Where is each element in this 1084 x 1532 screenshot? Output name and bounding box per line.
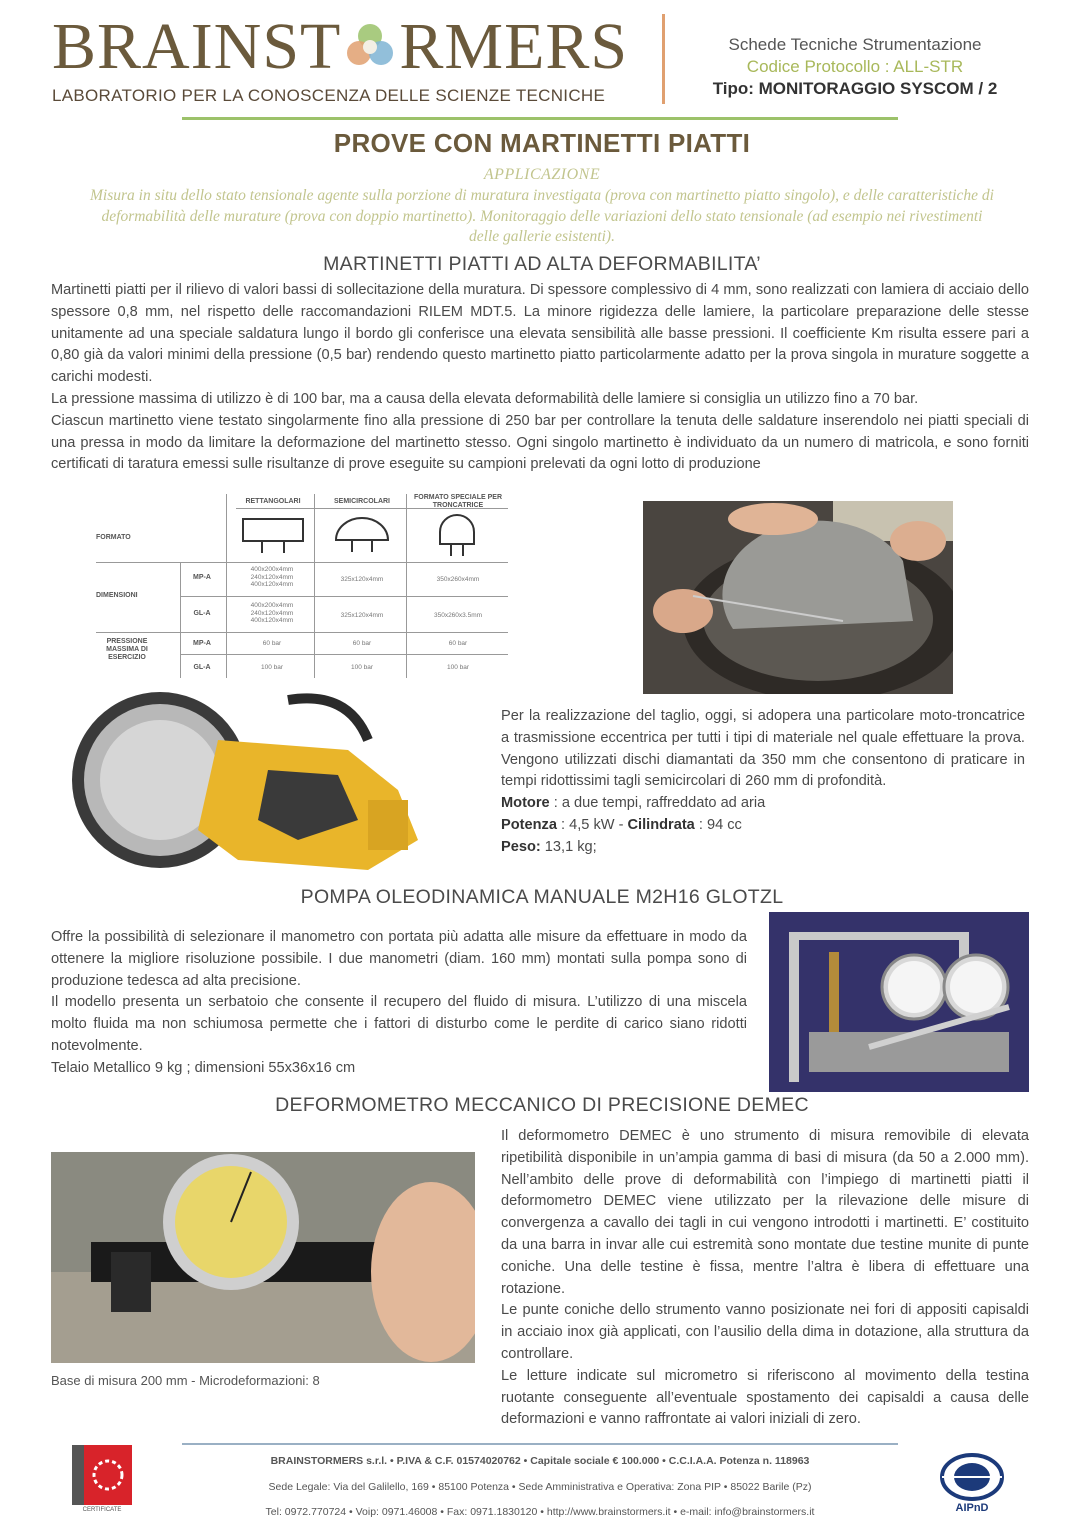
page-title: PROVE CON MARTINETTI PIATTI xyxy=(333,128,751,158)
section1-p3: Ciascun martinetto viene testato singolarmente fino alla pressione di 250 bar per controllare la tenuta delle saldature inserendolo nei piatti speciali di una pressa in modo da limitare la deformazione del martinetto stesso. Ogni singolo martinetto è individuato da un numero di matricola, e sono forniti certificati di taratura emessi sulle risultanze di prove eseguite su campioni prelevati da ogni lotto di produzione xyxy=(51,412,1029,473)
sub-gla-press: GL-A xyxy=(193,664,211,671)
col-speciale: FORMATO SPECIALE PER TRONCATRICE xyxy=(413,494,503,509)
row-formato: FORMATO xyxy=(96,534,131,541)
section3-p2: Le punte coniche dello strumento vanno posizionate nei fori di appositi capisaldi in acciaio inox già applicati, con l’ausilio della dima in dotazione, alla struttura da controllare. xyxy=(501,1302,1029,1362)
demec-caption: Base di misura 200 mm - Microdeformazioni: 8 xyxy=(51,1373,320,1388)
aipnd-label: AIPnD xyxy=(955,1502,989,1514)
dim-mpa-ret: 400x200x4mm 240x120x4mm 400x120x4mm xyxy=(250,566,294,588)
header-info xyxy=(690,34,1020,100)
section-title-pompa: POMPA OLEODINAMICA MANUALE M2H16 GLOTZL xyxy=(300,886,784,908)
header-rule xyxy=(182,117,898,120)
dim-gla-ret: 400x200x4mm 240x120x4mm 400x120x4mm xyxy=(250,602,294,624)
footer-address: Sede Legale: Via del Galilello, 169 • 85100 Potenza • Sede Amministrativa e Operativa: Zona PIP • 85022 Barile (Pz) xyxy=(268,1481,812,1493)
demec-photo xyxy=(51,1152,475,1363)
section2-p2: Il modello presenta un serbatoio che consente il recupero del fluido di misura. L’utilizzo di una miscela molto fluida ma non schiumosa permette che i fattori di disturbo come le perdite di carico siano ridotti notevolmente. xyxy=(51,994,747,1054)
peso-value: 13,1 kg; xyxy=(540,838,597,855)
header-divider xyxy=(662,14,665,104)
press-mpa-ret: 60 bar xyxy=(262,640,282,647)
application-label: APPLICAZIONE xyxy=(483,166,601,183)
footer-rule xyxy=(182,1443,898,1445)
pump-photo xyxy=(769,912,1029,1092)
section2-body xyxy=(51,927,747,1080)
flat-jack-photo xyxy=(643,501,953,694)
cert-label: CERTIFICATE xyxy=(82,1507,122,1513)
dim-mpa-semi: 325x120x4mm xyxy=(340,576,384,583)
doc-type: Schede Tecniche Strumentazione xyxy=(728,35,982,54)
section1-body xyxy=(51,280,1029,476)
row-pressione: PRESSIONE MASSIMA DI ESERCIZIO xyxy=(106,638,148,661)
press-gla-ret: 100 bar xyxy=(260,664,284,671)
section1-p1: Martinetti piatti per il rilievo di valori bassi di sollecitazione della muratura. Di spessore complessivo di 4 mm, sono realizzati con lamiera di acciaio dello spessore 0,8 mm, nel rispetto delle raccomandazioni RILEM MDT.5. La minore rigidezza delle lamiere, la particolare preparazione delle stesse unitamente ad una speciale saldatura lungo il bordo gli conferisce una elevata sensibilità alle basse pressioni. Il coefficiente Km risulta essere pari a 0,80 già da valori minimi della pressione (0,5 bar) rendendo questo martinetto piatto particolarmente adatto per la prova singola in murature soggette a carichi modesti. xyxy=(51,282,1029,386)
certification-logo xyxy=(72,1445,132,1505)
dim-gla-spec: 350x260x3.5mm xyxy=(433,612,483,619)
press-gla-semi: 100 bar xyxy=(350,664,374,671)
company-logo: BRAINST RMERS xyxy=(52,10,629,83)
dim-mpa-spec: 350x260x4mm xyxy=(436,576,480,583)
section-title-demec: DEFORMOMETRO MECCANICO DI PRECISIONE DEMEC xyxy=(275,1094,809,1116)
potenza-label: Potenza xyxy=(501,816,557,833)
application-text: Misura in situ dello stato tensionale agente sulla porzione di muratura investigata (prova con martinetto piatto singolo), e delle caratteristiche di deformabilità delle murature (prova con doppio martinetto). Monitoraggio delle variazioni dello stato tensionale (ad esempio nei rivestimenti delle gallerie esistenti). xyxy=(90,187,994,245)
section3-p3: Le letture indicate sul micrometro si riferiscono al movimento della testina ruotante conseguente all’eventuale spostamento dei capisaldi a causa delle deformazioni e vanno raffrontate ai valori iniziali di zero. xyxy=(501,1367,1029,1428)
section1-p2: La pressione massima di utilizzo è di 100 bar, ma a causa della elevata deformabilità delle lamiere si consiglia un utilizzo fino a 70 bar. xyxy=(51,390,919,407)
cilindrata-value: : 94 cc xyxy=(694,816,742,833)
motore-label: Motore xyxy=(501,795,550,812)
cutter-text: Per la realizzazione del taglio, oggi, si adopera una particolare moto-troncatrice a trasmissione eccentrica per tutti i tipi di materiale nel quale effettuare la prova. Vengono utilizzati dischi diamantati da 350 mm che consentono di praticare in tempi ridottissimi tagli semicircolari di 260 mm di profondità. xyxy=(501,708,1025,790)
press-mpa-semi: 60 bar xyxy=(352,640,372,647)
speciale-shape-icon xyxy=(434,512,480,558)
section3-body xyxy=(501,1126,1029,1431)
section-title-martinetti: MARTINETTI PIATTI AD ALTA DEFORMABILITA’ xyxy=(323,253,761,275)
logo-flower-icon xyxy=(343,20,397,74)
aipnd-logo xyxy=(938,1452,1006,1502)
dim-gla-semi: 325x120x4mm xyxy=(340,612,384,619)
doc-tipo: Tipo: MONITORAGGIO SYSCOM / 2 xyxy=(712,79,998,98)
sub-gla: GL-A xyxy=(193,610,211,617)
footer-contacts: Tel: 0972.770724 • Voip: 0971.46008 • Fax: 0971.1830120 • http://www.brainstormers.it • e-mail: info@brainstormers.it xyxy=(265,1506,815,1518)
rettangolare-shape-icon xyxy=(240,516,306,556)
row-dimensioni: DIMENSIONI xyxy=(96,592,138,599)
col-semicircolari: SEMICIRCOLARI xyxy=(334,498,390,505)
footer-company: BRAINSTORMERS s.r.l. • P.IVA & C.F. 01574020762 • Capitale sociale € 100.000 • C.C.I.A.A. Potenza n. 118963 xyxy=(270,1455,810,1467)
logo-tagline: LABORATORIO PER LA CONOSCENZA DELLE SCIENZE TECNICHE xyxy=(52,86,606,105)
protocol-code: Codice Protocollo : ALL-STR xyxy=(746,57,964,76)
potenza-value: : 4,5 kW - xyxy=(556,816,628,833)
cilindrata-label: Cilindrata xyxy=(627,816,695,833)
sub-mpa-press: MP-A xyxy=(193,640,211,647)
semicircolare-shape-icon xyxy=(332,514,392,556)
cutter-photo xyxy=(68,680,434,882)
section3-p1: Il deformometro DEMEC è uno strumento di misura removibile di elevata ripetibilità disponibile in un’ampia gamma di basi di misura (da 50 a 2.000 mm). Nell’ambito delle prove di deformabilità con l’impiego di martinetti piatti il deformometro DEMEC viene utilizzato per la rilevazione delle misure di convergenza a cavallo dei tagli in cui vengono introdotti i martinetti. E’ costituito da una barra in invar alle cui estremità sono montate due testine munite di punte coniche. Una delle testine è fissa, mentre l’altra è libera di effettuare una rotazione. xyxy=(501,1128,1029,1297)
press-mpa-spec: 60 bar xyxy=(448,640,468,647)
motore-value: : a due tempi, raffreddato ad aria xyxy=(549,795,766,812)
section2-p3: Telaio Metallico 9 kg ; dimensioni 55x36x16 cm xyxy=(51,1059,356,1076)
peso-label: Peso: xyxy=(501,838,541,855)
cutter-description xyxy=(501,706,1025,859)
col-rettangolari: RETTANGOLARI xyxy=(245,498,301,505)
section2-p1: Offre la possibilità di selezionare il manometro con portata più adatta alle misure da effettuare in modo da ottenere la migliore risoluzione possibile. I due manometri (diam. 160 mm) montati sulla pompa sono di produzione tedesca ad alta precisione. xyxy=(51,929,747,989)
format-table xyxy=(96,492,510,678)
sub-mpa: MP-A xyxy=(193,574,211,581)
press-gla-spec: 100 bar xyxy=(446,664,470,671)
